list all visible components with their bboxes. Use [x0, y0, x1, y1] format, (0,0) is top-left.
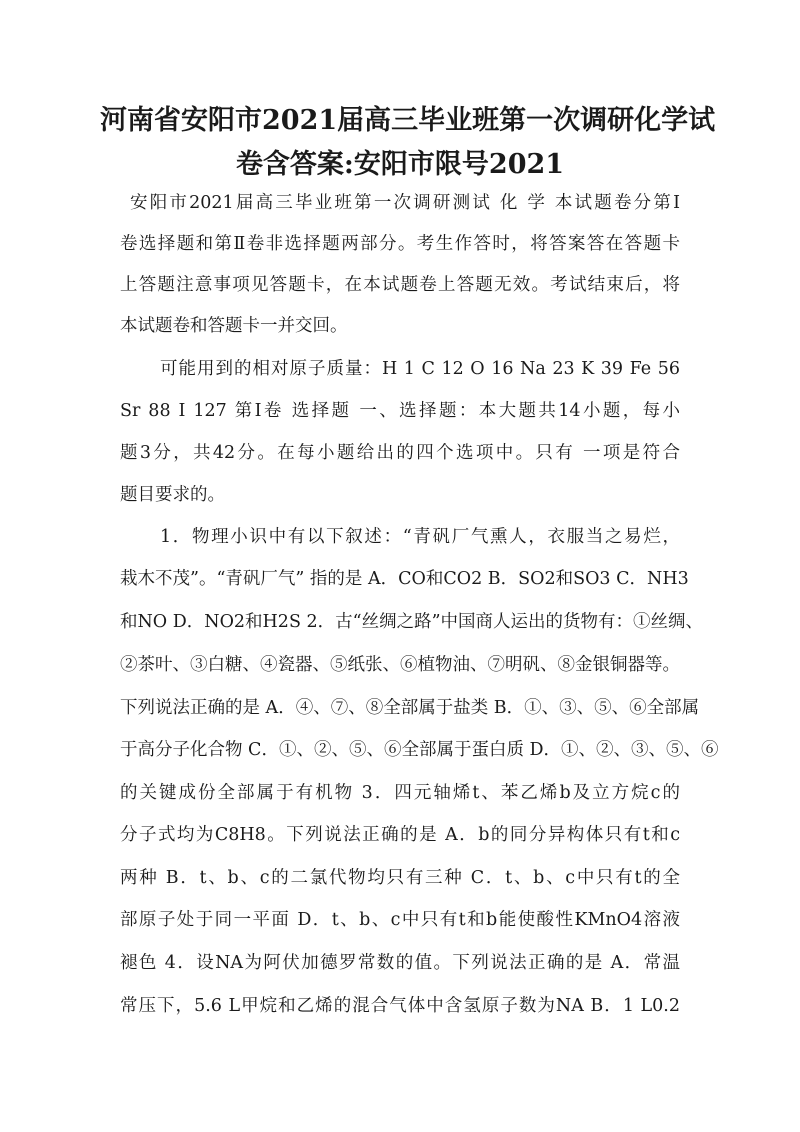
- body-line: 题3分，共42分。在每小题给出的四个选项中。只有 一项是符合: [120, 443, 680, 463]
- body-line: 和NO D．NO2和H2S 2．古“丝绸之路”中国商人运出的货物有：①丝绸、: [120, 612, 704, 632]
- body-line: 安阳市2021届高三毕业班第一次调研测试 化 学 本试题卷分第Ⅰ: [130, 193, 680, 213]
- body-line: 可能用到的相对原子质量：H 1 C 12 O 16 Na 23 K 39 Fe 56: [160, 359, 680, 379]
- body-line: 题目要求的。: [120, 485, 225, 505]
- body-line: 分子式均为C8H8。下列说法正确的是 A．b的同分异构体只有t和c: [120, 825, 680, 845]
- body-line: 常压下，5.6 L甲烷和乙烯的混合气体中含氢原子数为NA B．1 L0.2: [120, 996, 680, 1016]
- body-line: 卷选择题和第Ⅱ卷非选择题两部分。考生作答时，将答案答在答题卡: [120, 234, 680, 254]
- body-line: 于高分子化合物 C．①、②、⑤、⑥全部属于蛋白质 D．①、②、③、⑤、⑥: [120, 740, 719, 760]
- body-line: 的关键成份全部属于有机物 3．四元轴烯t、苯乙烯b及立方烷c的: [120, 783, 680, 803]
- body-line: 1．物理小识中有以下叙述：“青矾厂气熏人，衣服当之易烂，: [160, 527, 680, 547]
- document-title-line-2: 卷含答案:安阳市限号2021: [235, 149, 565, 180]
- body-line: Sr 88 I 127 第Ⅰ卷 选择题 一、选择题：本大题共14小题，每小: [120, 401, 680, 421]
- document-title-line-1: 河南省安阳市2021届高三毕业班第一次调研化学试: [100, 105, 716, 136]
- body-line: 部原子处于同一平面 D．t、b、c中只有t和b能使酸性KMnO4溶液: [120, 910, 680, 930]
- body-line: 两种 B．t、b、c的二氯代物均只有三种 C．t、b、c中只有t的全: [120, 868, 680, 888]
- body-line: 下列说法正确的是 A．④、⑦、⑧全部属于盐类 B．①、③、⑤、⑥全部属: [120, 698, 700, 718]
- body-line: 本试题卷和答题卡一并交回。: [120, 316, 348, 336]
- body-line: 栽木不茂”。“青矾厂气” 指的是 A．CO和CO2 B．SO2和SO3 C．NH3: [120, 569, 689, 589]
- body-line: 褪色 4．设NA为阿伏加德罗常数的值。下列说法正确的是 A．常温: [120, 953, 680, 973]
- body-line: 上答题注意事项见答题卡，在本试题卷上答题无效。考试结束后，将: [120, 275, 680, 295]
- body-line: ②茶叶、③白糖、④瓷器、⑤纸张、⑥植物油、⑦明矾、⑧金银铜器等。: [120, 655, 680, 675]
